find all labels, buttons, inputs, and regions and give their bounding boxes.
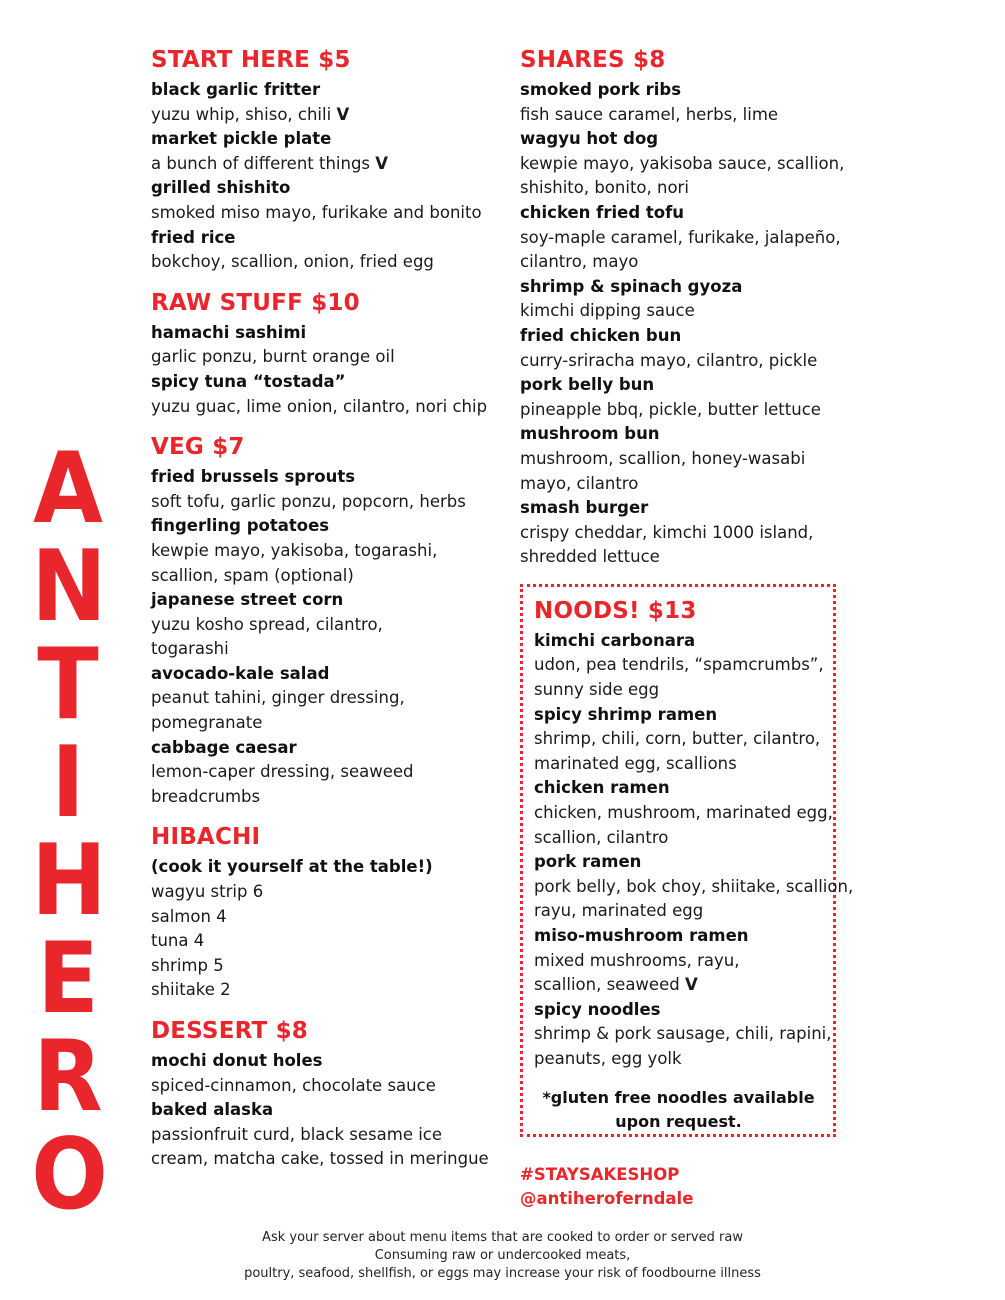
section-shares <box>520 44 855 570</box>
item-desc: cream, matcha cake, tossed in meringue <box>151 1149 489 1169</box>
item-name: shrimp & spinach gyoza <box>520 276 743 296</box>
item-desc: mayo, cilantro <box>520 473 639 493</box>
section-title: START HERE $5 <box>151 47 351 73</box>
item-name: smoked pork ribs <box>520 80 682 99</box>
item-name: japanese street corn <box>151 590 344 610</box>
social-links <box>520 1163 855 1212</box>
item-desc: udon, pea tendrils, “spamcrumbs”, <box>534 655 824 675</box>
section-veg <box>151 431 496 809</box>
brand-letter: N <box>31 530 107 644</box>
item-desc: kewpie mayo, yakisoba sauce, scallion, <box>520 153 845 173</box>
section-raw-stuff <box>151 287 496 419</box>
item-name: chicken fried tofu <box>520 202 685 222</box>
item-name: black garlic fritter <box>151 80 321 99</box>
item-desc: yuzu kosho spread, cilantro, <box>151 614 383 634</box>
disclaimer-line: Ask your server about menu items that are cooked to order or served raw <box>262 1230 743 1245</box>
section-title: NOODS! $13 <box>534 597 697 624</box>
brand-letter: H <box>31 824 107 938</box>
brand-letter: O <box>31 1118 108 1232</box>
item-desc: salmon 4 <box>151 906 227 926</box>
section-title: DESSERT $8 <box>151 1018 308 1044</box>
vegetarian-mark: V <box>375 153 389 173</box>
item-name: fried chicken bun <box>520 325 682 345</box>
section-hibachi <box>151 821 496 1003</box>
item-desc: pineapple bbq, pickle, butter lettuce <box>520 399 821 419</box>
brand-letter: R <box>33 1020 103 1134</box>
item-desc: spiced-cinnamon, chocolate sauce <box>151 1075 436 1095</box>
item-desc: shrimp & pork sausage, chili, rapini, <box>534 1024 832 1044</box>
brand-letter: E <box>37 922 99 1036</box>
item-desc: sunny side egg <box>534 680 660 700</box>
item-name: spicy tuna “tostada” <box>151 371 346 391</box>
item-name: (cook it yourself at the table!) <box>151 857 433 877</box>
item-name: fingerling potatoes <box>151 516 330 536</box>
item-name: mushroom bun <box>520 424 660 444</box>
instagram-handle: @antiheroferndale <box>520 1189 694 1209</box>
item-desc: passionfruit curd, black sesame ice <box>151 1124 443 1144</box>
item-name: market pickle plate <box>151 129 332 149</box>
item-desc: curry-sriracha mayo, cilantro, pickle <box>520 350 818 370</box>
item-desc: shishito, bonito, nori <box>520 178 689 198</box>
item-desc: togarashi <box>151 639 229 659</box>
brand-letter: T <box>37 628 99 742</box>
item-desc: yuzu whip, shiso, chili V <box>151 104 350 124</box>
gluten-free-note: *gluten free noodles available upon request. <box>542 1087 815 1132</box>
brand-letter: I <box>51 726 85 840</box>
item-desc: crispy cheddar, kimchi 1000 island, <box>520 522 814 542</box>
item-name: pork ramen <box>534 852 642 872</box>
item-desc: chicken, mushroom, marinated egg, <box>534 803 833 823</box>
item-name: cabbage caesar <box>151 737 297 757</box>
item-desc: soft tofu, garlic ponzu, popcorn, herbs <box>151 491 466 511</box>
item-name: chicken ramen <box>534 778 670 798</box>
item-desc: rayu, marinated egg <box>534 901 704 921</box>
item-desc: lemon-caper dressing, seaweed <box>151 762 414 782</box>
item-desc: marinated egg, scallions <box>534 753 737 773</box>
item-name: fried rice <box>151 227 236 247</box>
item-name: pork belly bun <box>520 375 655 395</box>
menu-right-column <box>520 44 855 1212</box>
section-title: VEG $7 <box>151 434 245 461</box>
raw-food-disclaimer <box>0 1229 1005 1283</box>
item-name: kimchi carbonara <box>534 630 696 650</box>
item-desc: mushroom, scallion, honey-wasabi <box>520 448 806 468</box>
item-name: grilled shishito <box>151 178 291 198</box>
item-name: fried brussels sprouts <box>151 467 356 487</box>
item-desc: yuzu guac, lime onion, cilantro, nori chip <box>151 396 488 416</box>
item-desc: shrimp 5 <box>151 955 224 975</box>
item-desc: kimchi dipping sauce <box>520 301 695 321</box>
item-desc: scallion, cilantro <box>534 827 669 847</box>
item-name: baked alaska <box>151 1100 274 1120</box>
vegetarian-mark: V <box>684 975 698 995</box>
item-desc: tuna 4 <box>151 931 205 951</box>
item-name: spicy noodles <box>534 999 661 1019</box>
section-dessert <box>151 1015 496 1172</box>
item-desc: mixed mushrooms, rayu, <box>534 950 740 970</box>
item-desc: garlic ponzu, burnt orange oil <box>151 347 395 367</box>
item-desc: smoked miso mayo, furikake and bonito <box>151 202 482 222</box>
item-name: avocado-kale salad <box>151 663 330 683</box>
disclaimer-line: Consuming raw or undercooked meats, <box>374 1248 631 1263</box>
section-noods-box <box>520 584 854 1137</box>
item-desc: a bunch of different things V <box>151 153 389 173</box>
item-name: smash burger <box>520 498 649 518</box>
item-desc: scallion, spam (optional) <box>151 565 354 585</box>
hashtag: #STAYSAKESHOP <box>520 1164 680 1184</box>
brand-wordmark <box>28 432 108 1232</box>
item-desc: peanut tahini, ginger dressing, <box>151 688 405 708</box>
item-desc: breadcrumbs <box>151 786 261 806</box>
item-desc: shrimp, chili, corn, butter, cilantro, <box>534 729 821 749</box>
menu-left-column <box>151 44 496 1184</box>
section-title: HIBACHI <box>151 824 261 851</box>
item-name: miso-mushroom ramen <box>534 926 749 945</box>
item-name: mochi donut holes <box>151 1051 323 1070</box>
section-title: SHARES $8 <box>520 47 666 73</box>
item-desc: shredded lettuce <box>520 547 660 567</box>
disclaimer-line: poultry, seafood, shellfish, or eggs may increase your risk of foodbourne illness <box>244 1266 761 1281</box>
section-title: RAW STUFF $10 <box>151 289 360 316</box>
item-desc: shiitake 2 <box>151 980 231 1000</box>
section-start-here <box>151 44 496 275</box>
item-desc: bokchoy, scallion, onion, fried egg <box>151 252 434 272</box>
item-desc: kewpie mayo, yakisoba, togarashi, <box>151 540 438 560</box>
item-name: spicy shrimp ramen <box>534 704 718 724</box>
item-desc: pomegranate <box>151 713 263 733</box>
item-desc: wagyu strip 6 <box>151 882 264 902</box>
brand-letter: A <box>33 432 103 546</box>
item-name: wagyu hot dog <box>520 129 659 149</box>
item-desc: pork belly, bok choy, shiitake, scallion, <box>534 876 854 896</box>
item-name: hamachi sashimi <box>151 322 307 342</box>
item-desc: peanuts, egg yolk <box>534 1048 682 1068</box>
item-desc: soy-maple caramel, furikake, jalapeño, <box>520 227 841 247</box>
item-desc: cilantro, mayo <box>520 252 639 272</box>
vegetarian-mark: V <box>336 104 350 124</box>
item-desc: fish sauce caramel, herbs, lime <box>520 104 779 124</box>
item-desc: scallion, seaweed V <box>534 975 698 995</box>
